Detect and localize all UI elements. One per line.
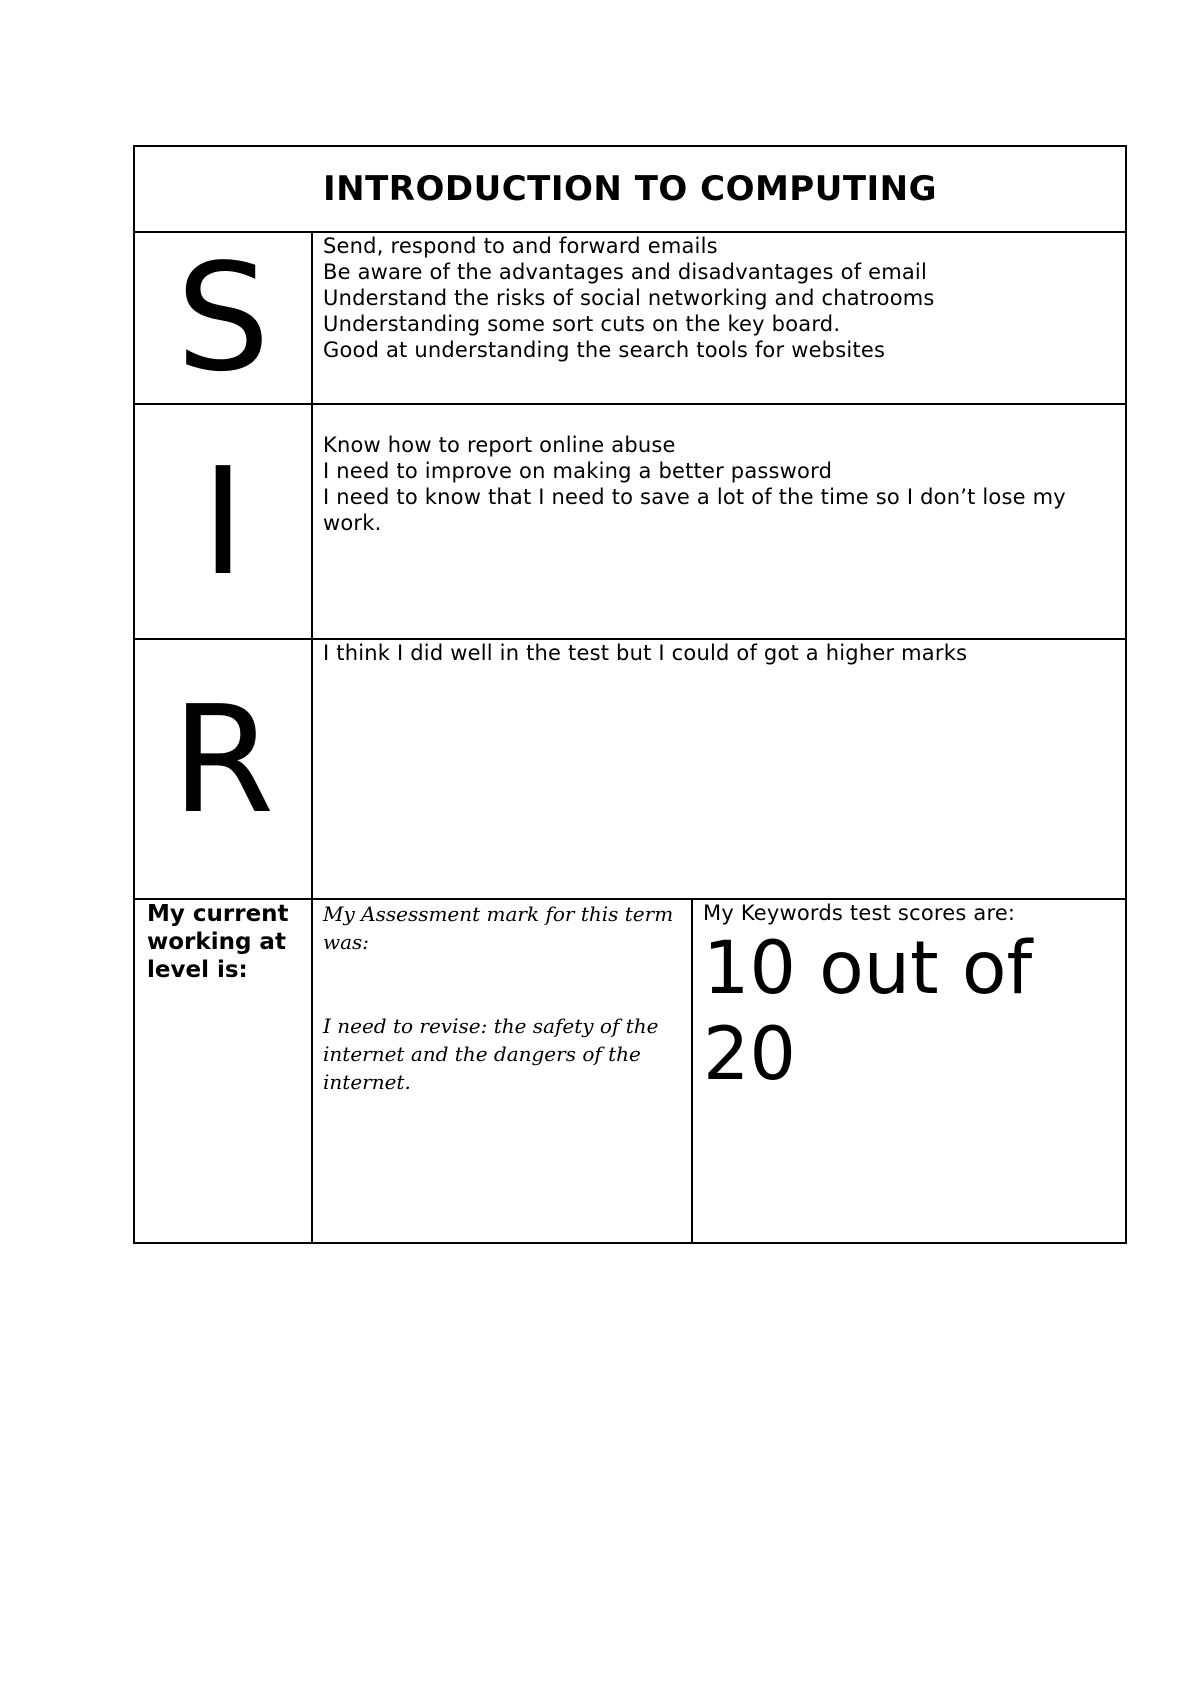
list-item: Be aware of the advantages and disadvantages of email (323, 260, 928, 284)
working-level-label: My current working at level is: (134, 899, 312, 1243)
section-row-i (134, 404, 1126, 639)
letter-s-text: S (176, 232, 270, 404)
revise-text: I need to revise: the safety of the internet and the dangers of the internet. (323, 1014, 659, 1094)
list-item: I need to improve on making a better password (323, 459, 833, 483)
section-letter-i (134, 404, 312, 639)
section-row-r (134, 639, 1126, 899)
list-item: Good at understanding the search tools for websites (323, 338, 886, 362)
section-row-s (134, 232, 1126, 404)
page-title: INTRODUCTION TO COMPUTING (134, 146, 1126, 232)
list-item: I need to know that I need to save a lot of the time so I don’t lose my work. (323, 485, 1066, 535)
section-letter-s (134, 232, 312, 404)
assessment-cell (312, 899, 692, 1243)
assessment-spacer (323, 956, 681, 1012)
list-item: I think I did well in the test but I could of got a higher marks (323, 641, 968, 665)
keywords-score: 10 out of 20 (703, 926, 1033, 1097)
list-item: Understanding some sort cuts on the key board. (323, 312, 841, 336)
list-item: Understand the risks of social networking and chatrooms (323, 286, 935, 310)
sir-review-table (133, 145, 1127, 1244)
assessment-label: My Assessment mark for this term was: (323, 902, 674, 954)
keywords-cell (692, 899, 1126, 1243)
section-text-s (312, 232, 1126, 404)
section-text-r (312, 639, 1126, 899)
list-item: Send, respond to and forward emails (323, 234, 718, 258)
list-item: Know how to report online abuse (323, 433, 676, 457)
keywords-label: My Keywords test scores are: (703, 901, 1016, 925)
letter-i-text: I (201, 435, 245, 608)
section-letter-r (134, 639, 312, 899)
letter-r-text: R (171, 674, 275, 846)
section-text-i (312, 404, 1126, 639)
summary-row (134, 899, 1126, 1243)
